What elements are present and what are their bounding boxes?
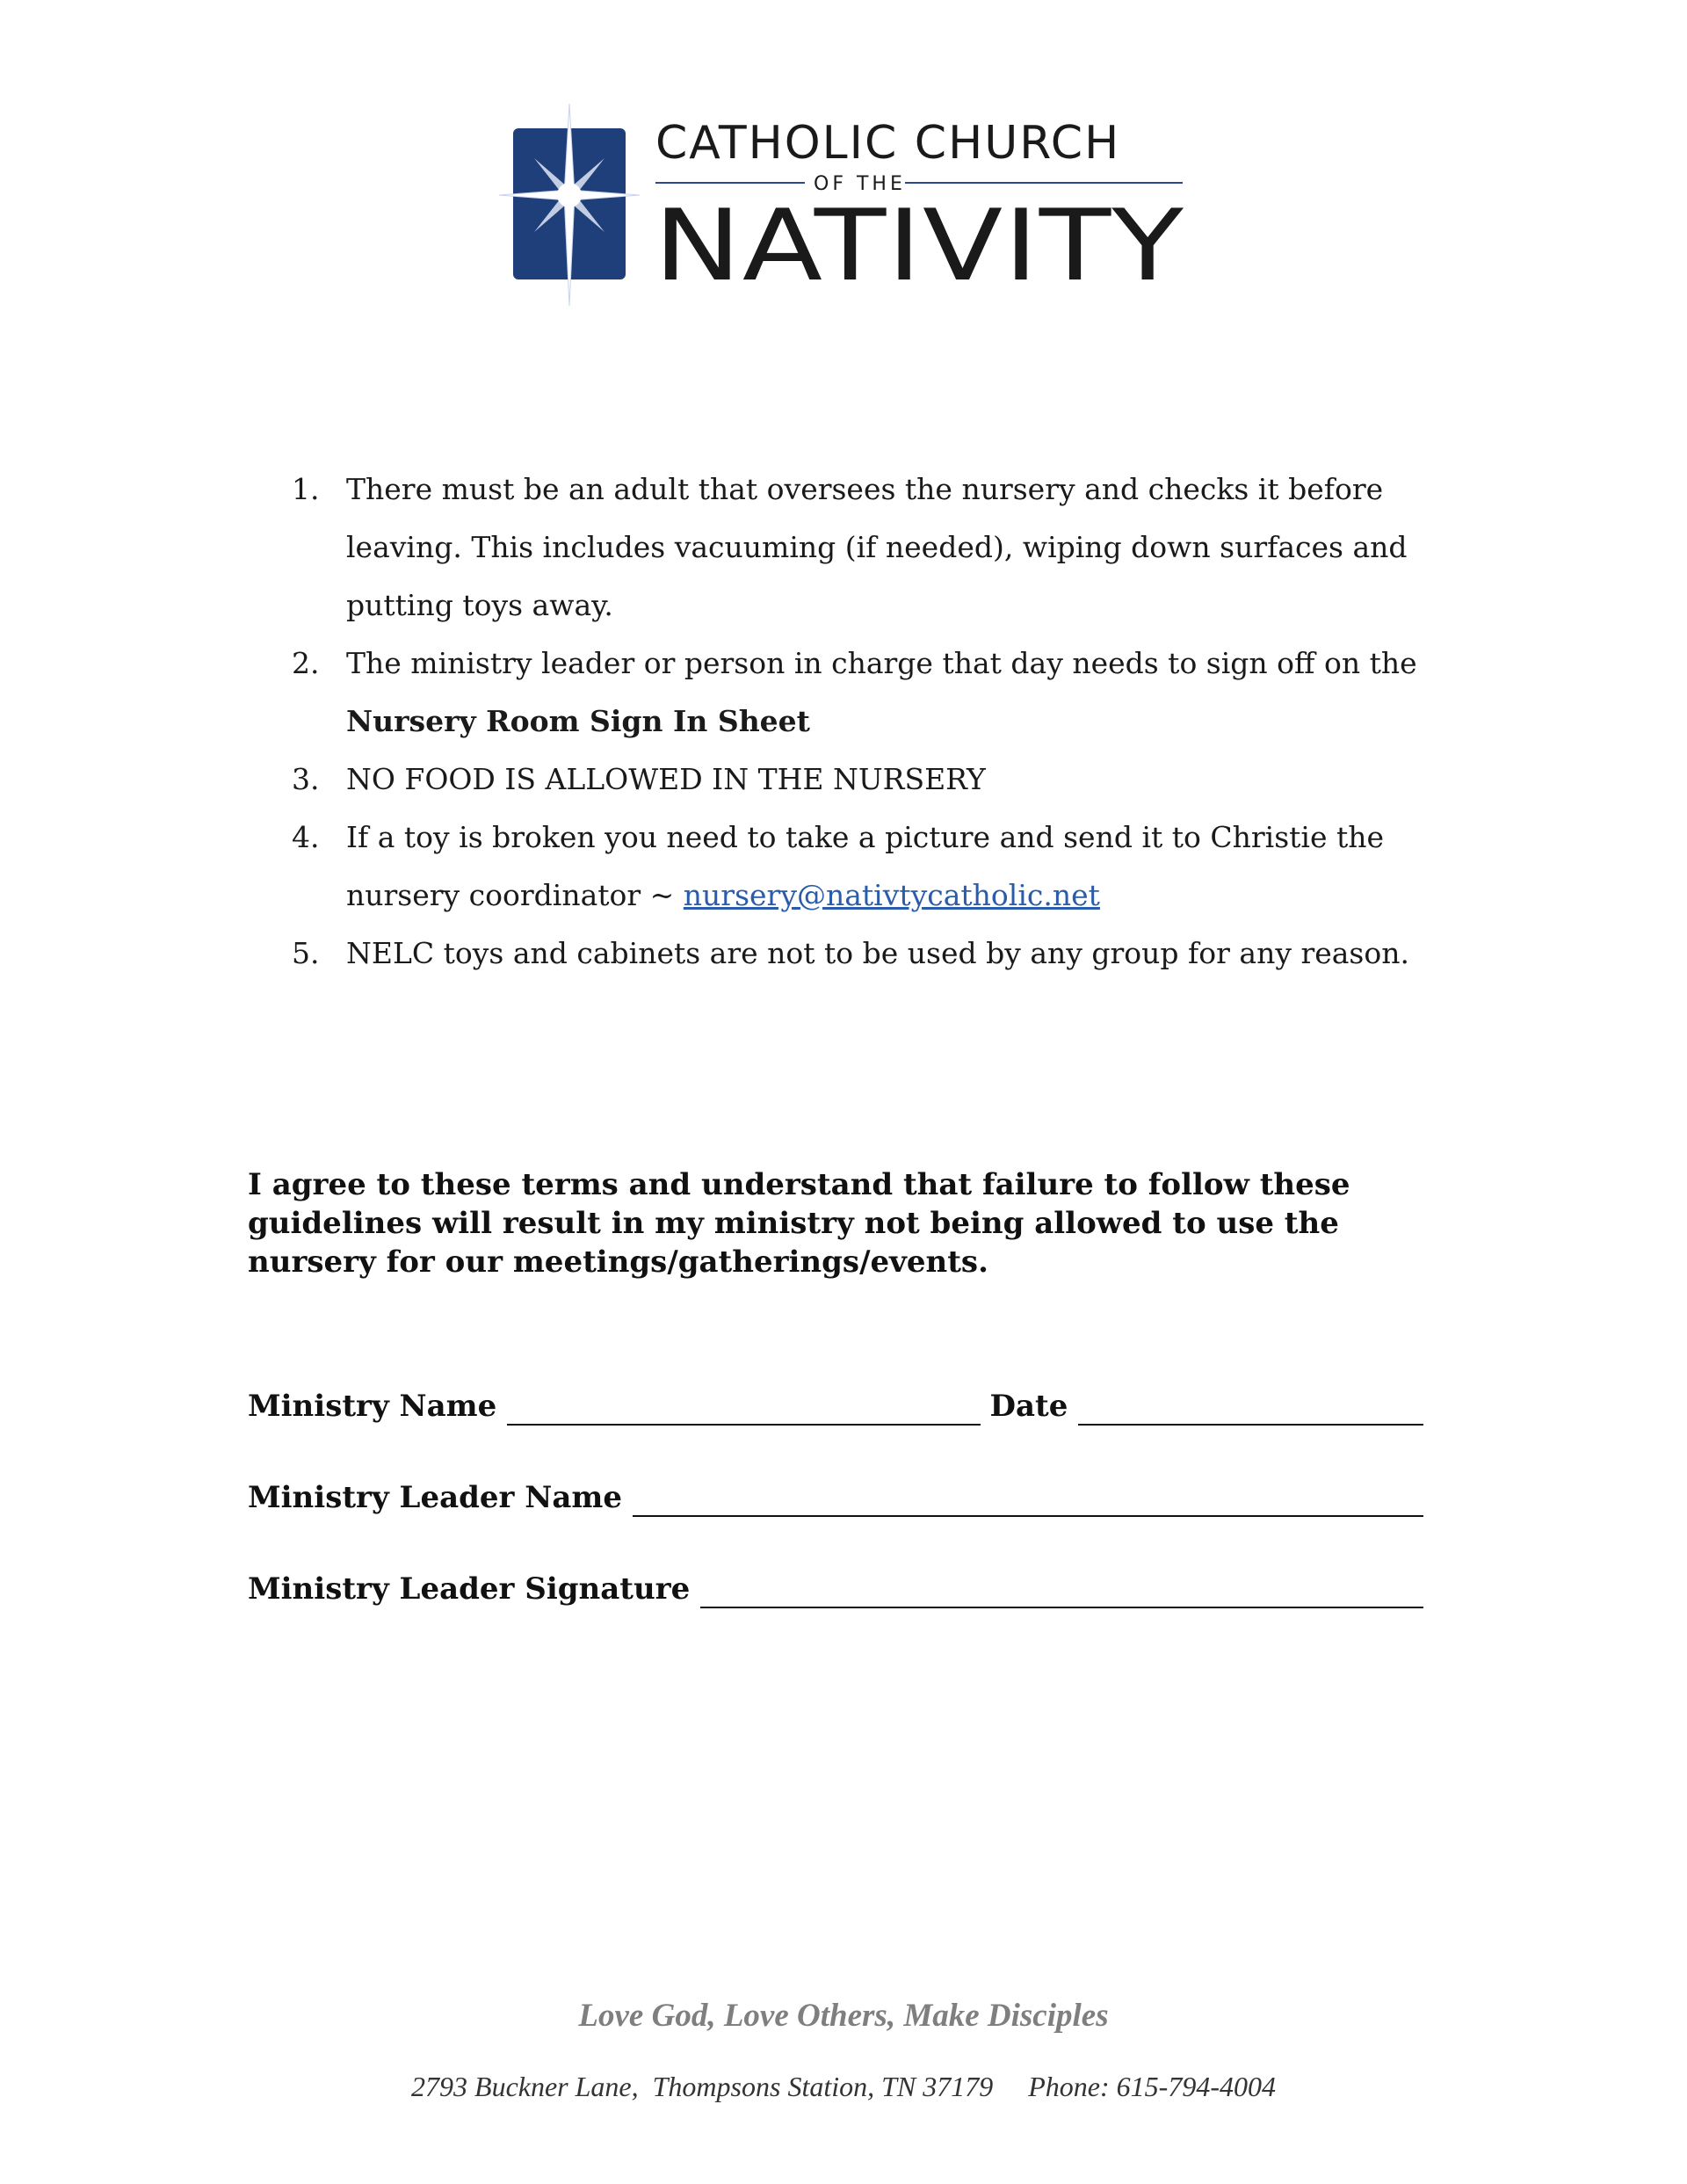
footer-address: 2793 Buckner Lane, Thompsons Station, TN 37179 Phone: 615-794-4004 [411, 2071, 1276, 2102]
footer-motto: Love God, Love Others, Make Disciples [578, 1998, 1109, 2034]
leader-signature-field[interactable] [700, 1580, 1423, 1608]
logo-line-3: NATIVITY [654, 189, 1184, 303]
leader-name-row [248, 1478, 1434, 1517]
ministry-name-field[interactable] [507, 1397, 981, 1426]
leader-name-field[interactable] [633, 1489, 1423, 1517]
ministry-name-row [248, 1387, 1434, 1426]
guideline-item [292, 809, 1434, 925]
guideline-text: NELC toys and cabinets are not to be used by any group for any reason. [346, 936, 1409, 970]
date-label: Date [989, 1389, 1068, 1424]
sign-in-sheet-title: Nursery Room Sign In Sheet [346, 704, 810, 738]
agreement-statement: I agree to these terms and understand that failure to follow these guidelines will result in my ministry not being allowed to use the nursery for our meetings/gatherings/events. [248, 1167, 1350, 1280]
guideline-item [292, 635, 1434, 751]
leader-signature-label: Ministry Leader Signature [248, 1571, 691, 1607]
church-logo [499, 104, 1193, 306]
logo-line-2: OF THE [814, 173, 906, 195]
logo-line-1: CATHOLIC CHURCH [655, 117, 1121, 170]
guideline-number: 3. [292, 762, 320, 796]
leader-name-label: Ministry Leader Name [248, 1480, 622, 1515]
date-field[interactable] [1078, 1397, 1423, 1426]
guideline-item [292, 461, 1434, 635]
nursery-email-link[interactable]: nursery@nativtycatholic.net [683, 878, 1100, 912]
guideline-text: The ministry leader or person in charge that day needs to sign off on the [346, 646, 1417, 680]
leader-signature-row [248, 1570, 1434, 1608]
guideline-text: If a toy is broken you need to take a picture and send it to Christie the nursery coordinator ~ [346, 820, 1385, 912]
guidelines-list [292, 461, 1434, 983]
guideline-number: 2. [292, 646, 320, 680]
guideline-item [292, 925, 1434, 983]
guideline-text: NO FOOD IS ALLOWED IN THE NURSERY [346, 762, 986, 796]
guideline-number: 4. [292, 820, 320, 854]
guideline-number: 1. [292, 472, 320, 506]
guideline-item [292, 751, 1434, 809]
guideline-text: There must be an adult that oversees the nursery and checks it before leaving. This includes vacuuming (if needed), wiping down surfaces and putting toys away. [346, 472, 1408, 622]
guideline-number: 5. [292, 936, 320, 970]
ministry-name-label: Ministry Name [248, 1389, 497, 1424]
